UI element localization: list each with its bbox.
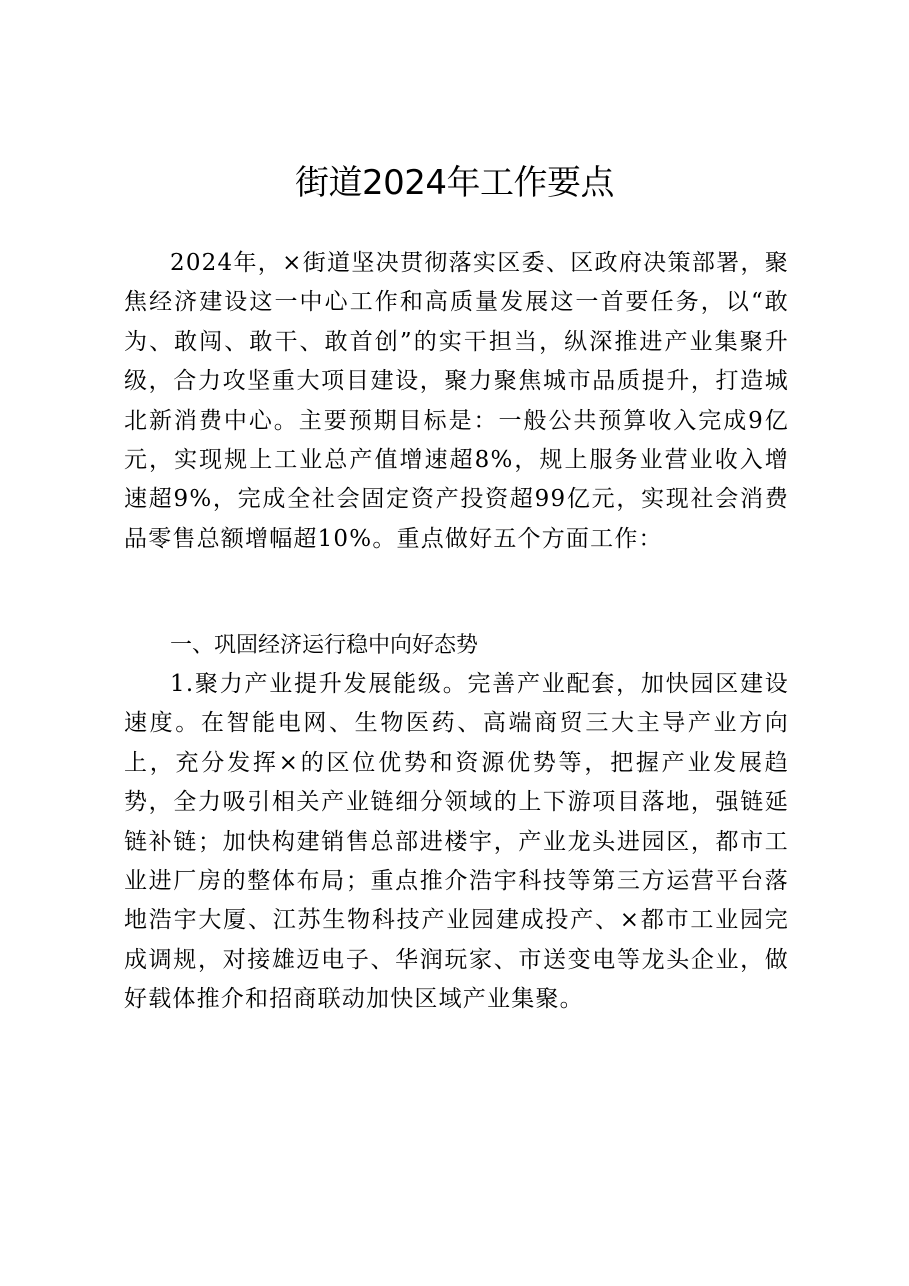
item-paragraph: 1.聚力产业提升发展能级。完善产业配套，加快园区建设速度。在智能电网、生物医药、高端商贸三大主导产业方向上，充分发挥×的区位优势和资源优势等，把握产业发展趋势，全力吸引相关产业链细分领域的上下游项目落地，强链延链补链；加快构建销售总部进楼宇，产业龙头进园区，都市工业进厂房的整体布局；重点推介浩宇科技等第三方运营平台落地浩宇大厦、江苏生物科技产业园建成投产、×都市工业园完成调规，对接雄迈电子、华润玩家、市送变电等龙头企业，做好载体推介和招商联动加快区域产业集聚。 <box>124 671 789 1013</box>
document-title: 街道2024年工作要点 <box>294 163 615 203</box>
intro-paragraph: 2024年，×街道坚决贯彻落实区委、区政府决策部署，聚焦经济建设这一中心工作和高质量发展这一首要任务，以“敢为、敢闯、敢干、敢首创”的实干担当，纵深推进产业集聚升级，合力攻坚重大项目建设，聚力聚焦城市品质提升，打造城北新消费中心。主要预期目标是：一般公共预算收入完成9亿元，实现规上工业总产值增速超8%，规上服务业营业收入增速超9%，完成全社会固定资产投资超99亿元，实现社会消费品零售总额增幅超10%。重点做好五个方面工作： <box>124 250 789 552</box>
section-heading: 一、巩固经济运行稳中向好态势 <box>170 633 479 658</box>
